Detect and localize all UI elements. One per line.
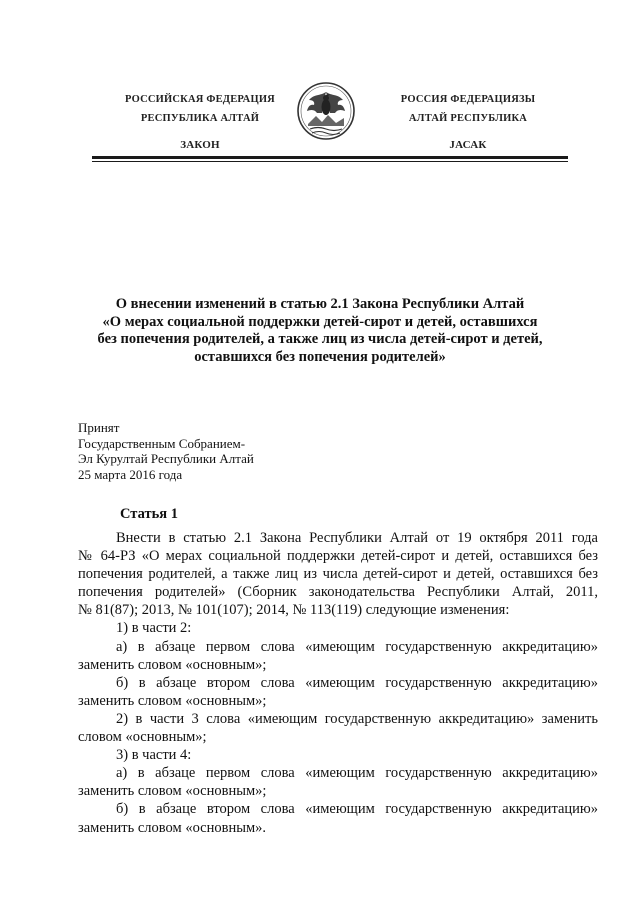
body-line: а) в абзаце первом слова «имеющим государственную аккредитацию» [116,638,598,655]
body-line: Внести в статью 2.1 Закона Республики Алтай от 19 октября 2011 года [116,530,598,546]
law-title [90,296,550,366]
header-left-block [100,90,300,155]
body-line: б) в абзаце втором слова «имеющим государственную аккредитацию» [116,801,598,818]
coat-of-arms-icon [296,80,356,142]
header-right-country: РОССИЯ ФЕДЕРАЦИЯЗЫ [400,94,536,105]
body-line: словом «основным»; [78,729,207,746]
body-line: заменить словом «основным»; [78,656,267,673]
adoption-line: Принят [78,420,120,435]
header-left-doc-kind: ЗАКОН [180,139,220,151]
body-line: заменить словом «основным». [78,819,267,836]
header-divider-thick [92,156,568,159]
header-left-country: РОССИЙСКАЯ ФЕДЕРАЦИЯ [125,94,275,105]
header-right-block [368,90,568,155]
body-line: № 81(87); 2013, № 101(107); 2014, № 113(119) следующие изменения: [78,602,510,619]
law-title-line: «О мерах социальной поддержки детей-сирот и детей, оставшихся [102,313,538,330]
body-line: 3) в части 4: [116,747,192,764]
article-heading: Статья 1 [120,506,178,522]
header-divider-thin [92,161,568,162]
body-line: попечения родителей» (Сборник законодательства Республики Алтай, 2011, [78,584,598,601]
body-line: а) в абзаце первом слова «имеющим государственную аккредитацию» [116,765,598,782]
adoption-block [78,420,254,482]
law-title-line: О внесении изменений в статью 2.1 Закона Республики Алтай [115,296,525,312]
law-title-line: оставшихся без попечения родителей» [194,348,446,365]
body-line: попечения родителей, а также лиц из числа детей-сирот и детей, оставшихся без [78,566,598,583]
body-line: б) в абзаце втором слова «имеющим государственную аккредитацию» [116,674,598,691]
header-left-republic: РЕСПУБЛИКА АЛТАЙ [140,113,260,124]
law-title-line: без попечения родителей, а также лиц из числа детей-сирот и детей, [97,331,543,347]
body-line: № 64-РЗ «О мерах социальной поддержки детей-сирот и детей, оставшихся без [78,548,598,565]
body-line: 2) в части 3 слова «имеющим государственную аккредитацию» заменить [116,710,598,727]
article-body [78,529,598,837]
header-right-republic: АЛТАЙ РЕСПУБЛИКА [408,113,528,124]
body-line: 1) в части 2: [116,620,192,637]
header-right-doc-kind: JАСАК [449,139,487,151]
adoption-date: 25 марта 2016 года [78,466,183,482]
body-line: заменить словом «основным»; [78,783,267,800]
adoption-line: Эл Курултай Республики Алтай [78,451,254,466]
body-line: заменить словом «основным»; [78,692,267,709]
adoption-line: Государственным Собранием- [78,435,246,451]
